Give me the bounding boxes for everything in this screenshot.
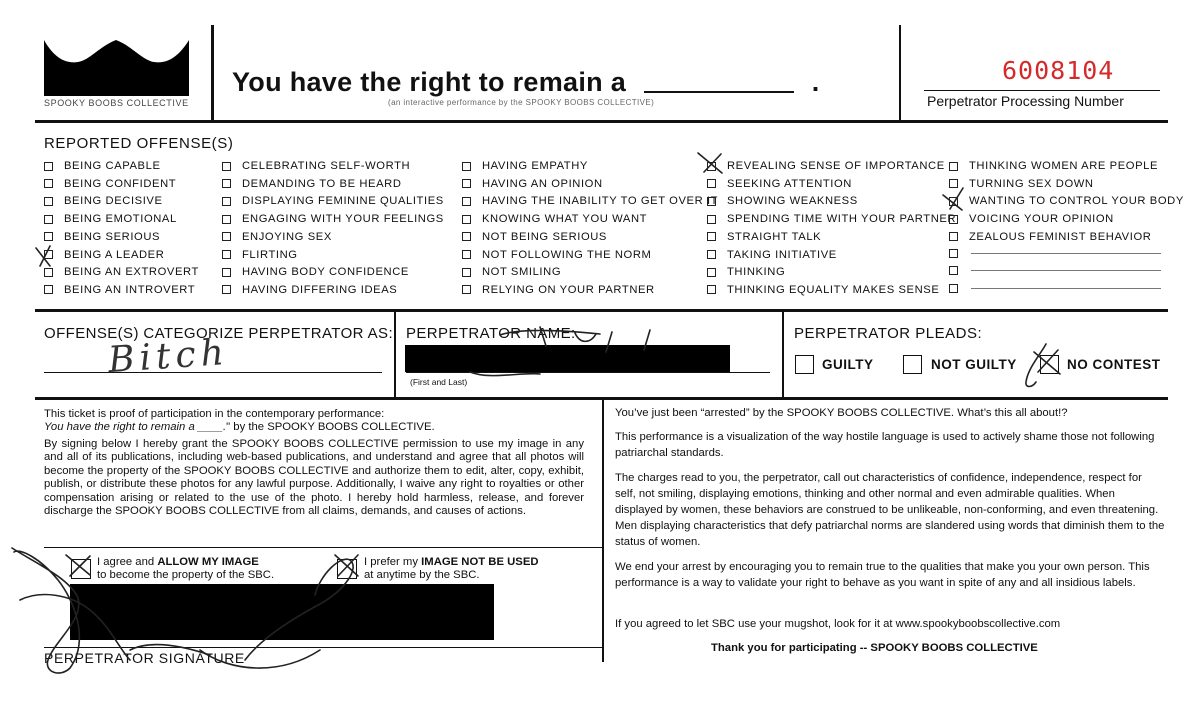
offense-label: SEEKING ATTENTION [727,177,852,190]
offense-checkbox[interactable] [707,232,716,241]
offense-checkbox[interactable] [462,268,471,277]
offense-item[interactable] [44,213,177,225]
offense-checkbox[interactable] [462,197,471,206]
offenses-title: REPORTED OFFENSE(S) [44,135,234,152]
offense-label: SPENDING TIME WITH YOUR PARTNER [727,213,957,226]
offense-label: ENJOYING SEX [242,230,332,243]
offense-checkbox[interactable] [707,215,716,224]
ticket-number: 6008104 [1002,56,1115,85]
plea-not-guilty-label: NOT GUILTY [931,357,1017,372]
signature-label: PERPETRATOR SIGNATURE [44,650,245,666]
proof-line-1: This ticket is proof of participation in the contemporary performance: [44,408,385,420]
offense-item[interactable] [462,284,655,296]
offense-label: STRAIGHT TALK [727,230,822,243]
plea-no-contest-checkbox[interactable] [1040,355,1059,374]
offense-label: THINKING [727,266,786,279]
name-label: PERPETRATOR NAME: [406,325,576,342]
offense-item[interactable] [949,195,1184,207]
categorize-label: OFFENSE(S) CATEGORIZE PERPETRATOR AS: [44,325,394,342]
offense-item[interactable] [949,213,1114,225]
proof-line-2: You have the right to remain a ____." by the SPOOKY BOOBS COLLECTIVE. [44,421,435,433]
thanks-line: Thank you for participating -- SPOOKY BOOBS COLLECTIVE [711,642,1038,654]
plea-guilty-label: GUILTY [822,357,874,372]
offense-item[interactable] [222,178,402,190]
offense-checkbox[interactable] [222,250,231,259]
offense-item[interactable] [462,249,651,261]
offense-checkbox-checked[interactable] [44,250,53,259]
offense-checkbox[interactable] [44,285,53,294]
offense-item[interactable] [707,231,821,243]
offense-label: KNOWING WHAT YOU WANT [482,213,648,226]
offense-item[interactable] [462,231,607,243]
offense-checkbox[interactable] [462,285,471,294]
offense-item[interactable] [462,160,588,172]
offense-item[interactable] [44,178,176,190]
offense-checkbox[interactable] [462,162,471,171]
offense-item[interactable] [222,266,409,278]
offense-checkbox[interactable] [222,215,231,224]
offense-checkbox-checked[interactable] [949,197,958,206]
offense-label: NOT SMILING [482,266,562,279]
offense-checkbox[interactable] [707,250,716,259]
info-paragraph-3: The charges read to you, the perpetrator, call out characteristics of confidence, independence, respect for self, not smiling, displaying emotions, thinking and other normal and even admirable qualities. When displayed by women, these behaviors are construed to be unlikeable, non-conforming, and even threatening. Men displaying characteristics that defy patriarchal norms are slandered using words that diminish them to the status of women. [615,472,1165,548]
name-sublabel: (First and Last) [410,377,468,387]
deny-image-label: I prefer my IMAGE NOT BE USED at anytime by the SBC. [364,556,539,581]
offense-checkbox[interactable] [222,179,231,188]
offense-label: DEMANDING TO BE HEARD [242,177,402,190]
offense-checkbox[interactable] [222,162,231,171]
offense-item[interactable] [707,178,852,190]
offense-checkbox[interactable] [462,232,471,241]
offense-label: BEING SERIOUS [64,230,161,243]
offense-checkbox[interactable] [949,162,958,171]
info-paragraph-1: You’ve just been “arrested” by the SPOOKY BOOBS COLLECTIVE. What’s this all about!? [615,407,1068,419]
offense-item[interactable] [44,160,161,172]
offense-checkbox[interactable] [949,179,958,188]
offense-label: ENGAGING WITH YOUR FEELINGS [242,213,444,226]
offense-label: BEING CAPABLE [64,160,161,172]
offense-label: HAVING AN OPINION [482,177,603,190]
offense-checkbox[interactable] [44,215,53,224]
logo-text: SPOOKY BOOBS COLLECTIVE [44,98,189,108]
offense-checkbox[interactable] [707,197,716,206]
offense-checkbox[interactable] [707,268,716,277]
offense-label: RELYING ON YOUR PARTNER [482,283,655,296]
offense-item[interactable] [44,231,160,243]
offense-checkbox[interactable] [222,232,231,241]
offense-label: NOT BEING SERIOUS [482,230,607,243]
logo-crown-icon [44,40,189,96]
offense-checkbox[interactable] [949,232,958,241]
offense-label: BEING A LEADER [64,248,165,261]
offense-label: DISPLAYING FEMININE QUALITIES [242,195,444,208]
page-title: You have the right to remain a . [232,67,820,97]
offense-label: NOT FOLLOWING THE NORM [482,248,652,261]
info-paragraph-4: We end your arrest by encouraging you to remain true to the qualities that make you your own person. This performance is a way to validate your right to behave as you want in spite of any and all insidious labels. [615,561,1150,589]
offense-item[interactable] [707,195,858,207]
info-paragraph-2: This performance is a visualization of the way hostile language is used to actively shame those not following patriarchal standards. [615,431,1155,459]
offense-checkbox[interactable] [222,197,231,206]
offense-checkbox[interactable] [949,249,958,258]
offense-label: HAVING EMPATHY [482,160,588,172]
subtitle: (an interactive performance by the SPOOKY BOOBS COLLECTIVE) [388,98,655,107]
offense-item[interactable] [462,178,603,190]
offense-item[interactable] [949,178,1094,190]
offense-item[interactable] [462,266,561,278]
offense-label: BEING EMOTIONAL [64,213,177,226]
offense-checkbox-checked[interactable] [707,162,716,171]
plea-guilty-checkbox[interactable] [795,355,814,374]
offense-checkbox[interactable] [44,179,53,188]
offense-checkbox[interactable] [462,215,471,224]
offense-label: BEING CONFIDENT [64,177,177,190]
name-redaction [405,345,730,372]
offense-label: WANTING TO CONTROL YOUR BODY [969,195,1184,208]
offense-label: HAVING DIFFERING IDEAS [242,283,398,296]
offense-checkbox[interactable] [707,179,716,188]
offense-item[interactable] [707,160,945,172]
offense-checkbox[interactable] [462,250,471,259]
offense-item[interactable] [222,284,397,296]
offense-checkbox[interactable] [949,266,958,275]
offense-label: BEING AN EXTROVERT [64,266,199,279]
offense-label: CELEBRATING SELF-WORTH [242,160,411,172]
offense-label: REVEALING SENSE OF IMPORTANCE [727,160,945,172]
offense-label: BEING DECISIVE [64,195,163,208]
offense-item[interactable] [949,160,1158,172]
offense-item[interactable] [222,231,332,243]
offense-item[interactable] [44,195,163,207]
offense-item[interactable] [222,213,444,225]
offense-item[interactable] [949,249,1161,258]
allow-image-checkbox[interactable] [71,559,91,579]
allow-image-label: I agree and ALLOW MY IMAGE to become the property of the SBC. [97,556,275,581]
offense-checkbox[interactable] [462,179,471,188]
offense-item[interactable] [462,195,718,207]
offense-checkbox[interactable] [949,284,958,293]
pleads-label: PERPETRATOR PLEADS: [794,325,983,342]
grant-paragraph: By signing below I hereby grant the SPOOKY BOOBS COLLECTIVE permission to use my image in any and all of its publications, including web-based publications, and understand and agree that all photos will become the property of the SPOOKY BOOBS COLLECTIVE and authorize them to edit, alter, copy, exhibit, publish, or distribute these photos for any lawful purpose. Additionally, I waive any right to royalties or other compensation arising or related to the use of the photo. I hereby hold harmless, release, and forever discharge the SPOOKY BOOBS COLLECTIVE from all claims, demands, and causes of actions. [44,438,584,518]
offense-item[interactable] [44,284,195,296]
offense-label: HAVING THE INABILITY TO GET OVER IT [482,195,719,208]
handwritten-category: Bitch [106,331,231,382]
offense-item[interactable] [44,266,199,278]
offense-item[interactable] [707,284,939,296]
offense-blank-line[interactable] [971,288,1161,289]
offense-label: SHOWING WEAKNESS [727,195,858,208]
offense-item[interactable] [44,249,164,261]
signature-redaction [70,584,494,640]
offense-checkbox[interactable] [707,285,716,294]
offense-label: THINKING EQUALITY MAKES SENSE [727,283,940,296]
offense-checkbox[interactable] [949,215,958,224]
offense-checkbox[interactable] [222,268,231,277]
offense-item[interactable] [222,160,410,172]
offense-item[interactable] [222,249,298,261]
offense-item[interactable] [707,266,785,278]
offense-item[interactable] [949,231,1151,243]
offense-label: FLIRTING [242,248,298,261]
offense-label: THINKING WOMEN ARE PEOPLE [969,160,1159,172]
offense-item[interactable] [462,213,647,225]
offense-blank-line[interactable] [971,253,1161,254]
ticket-number-label: Perpetrator Processing Number [927,93,1124,109]
offense-checkbox[interactable] [44,162,53,171]
offense-item[interactable] [949,266,1161,275]
offense-item[interactable] [949,284,1161,293]
info-paragraph-5: If you agreed to let SBC use your mugshot, look for it at www.spookyboobscollective.com [615,618,1061,630]
offense-checkbox[interactable] [222,285,231,294]
offense-label: HAVING BODY CONFIDENCE [242,266,409,279]
offense-checkbox[interactable] [44,232,53,241]
offense-blank-line[interactable] [971,270,1161,271]
offense-checkbox[interactable] [44,197,53,206]
plea-not-guilty-checkbox[interactable] [903,355,922,374]
offense-label: TURNING SEX DOWN [969,177,1094,190]
offense-label: VOICING YOUR OPINION [969,213,1114,226]
offense-label: TAKING INITIATIVE [727,248,837,261]
offense-label: BEING AN INTROVERT [64,283,196,296]
offense-label: ZEALOUS FEMINIST BEHAVIOR [969,230,1152,243]
offense-item[interactable] [707,213,956,225]
offense-checkbox[interactable] [44,268,53,277]
plea-no-contest-label: NO CONTEST [1067,357,1161,372]
offense-item[interactable] [707,249,837,261]
deny-image-checkbox[interactable] [337,559,357,579]
offense-item[interactable] [222,195,444,207]
